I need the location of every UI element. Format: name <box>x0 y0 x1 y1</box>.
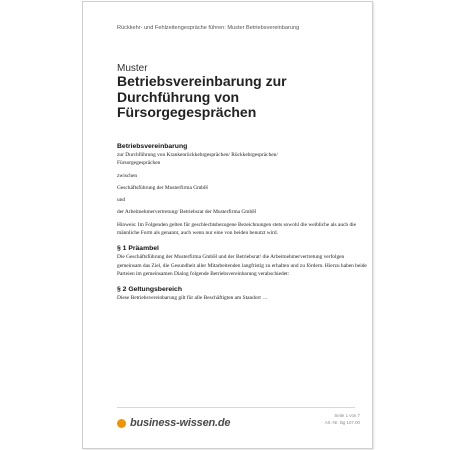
gender-notice: Hinweis: Im Folgenden gelten für geschlechtsbezogene Bezeichnungen stets sowohl die weibliche als auch die männliche Form als genannt, auch wenn nur eine von beiden benutzt wird. <box>117 221 357 237</box>
business-wissen-logo <box>117 414 230 432</box>
article-number: Art.-Nr. Bg 107.00 <box>324 420 360 425</box>
subject-line: zur Durchführung von Krankenrückkehrgesprächen/ Rückkehrgesprächen/ <box>117 152 278 158</box>
section-1-heading: § 1 Präambel <box>117 245 159 253</box>
document-page <box>82 1 373 449</box>
and-text: und <box>117 197 126 204</box>
page-number: Seite 1 von 7 <box>334 413 360 418</box>
body-heading: Betriebsvereinbarung <box>117 143 188 150</box>
footer-divider <box>117 407 355 408</box>
document-title: Betriebsvereinbarung zur Durchführung von Fürsorgegesprächen <box>117 73 287 120</box>
logo-dot-icon <box>117 419 126 428</box>
running-header: Rückkehr- und Fehlzeitengespräche führen: Muster Betriebsvereinbarung <box>117 25 300 31</box>
document-body <box>117 142 367 303</box>
page-info <box>325 412 360 426</box>
document-kicker: Muster <box>117 63 148 74</box>
subject-line: Fürsorgegesprächen <box>117 160 161 167</box>
logo-text: business-wissen.de <box>130 417 231 429</box>
section-2-text: Diese Betriebsvereinbarung gilt für alle Beschäftigten am Standort … <box>117 295 268 302</box>
party-2: der Arbeitnehmervertretung/ Betriebsrat der Musterfirma GmbH <box>117 209 257 216</box>
party-1: Geschäftsführung der Musterfirma GmbH <box>117 184 208 191</box>
section-1-text: Die Geschäftsführung der Musterfirma GmbH und der Betriebsrat/ die Arbeitnehmervertretung verfolgen gemeinsam das Ziel, die Gesundheit aller Mitarbeitenden langfristig zu erhalten und zu fördern. Hierzu haben beide Parteien im gemeinsamen Dialog folgende Betriebsvereinbarung verabschiedet: <box>117 254 367 277</box>
section-2-heading: § 2 Geltungsbereich <box>117 286 182 294</box>
between-text: zwischen <box>117 172 138 179</box>
